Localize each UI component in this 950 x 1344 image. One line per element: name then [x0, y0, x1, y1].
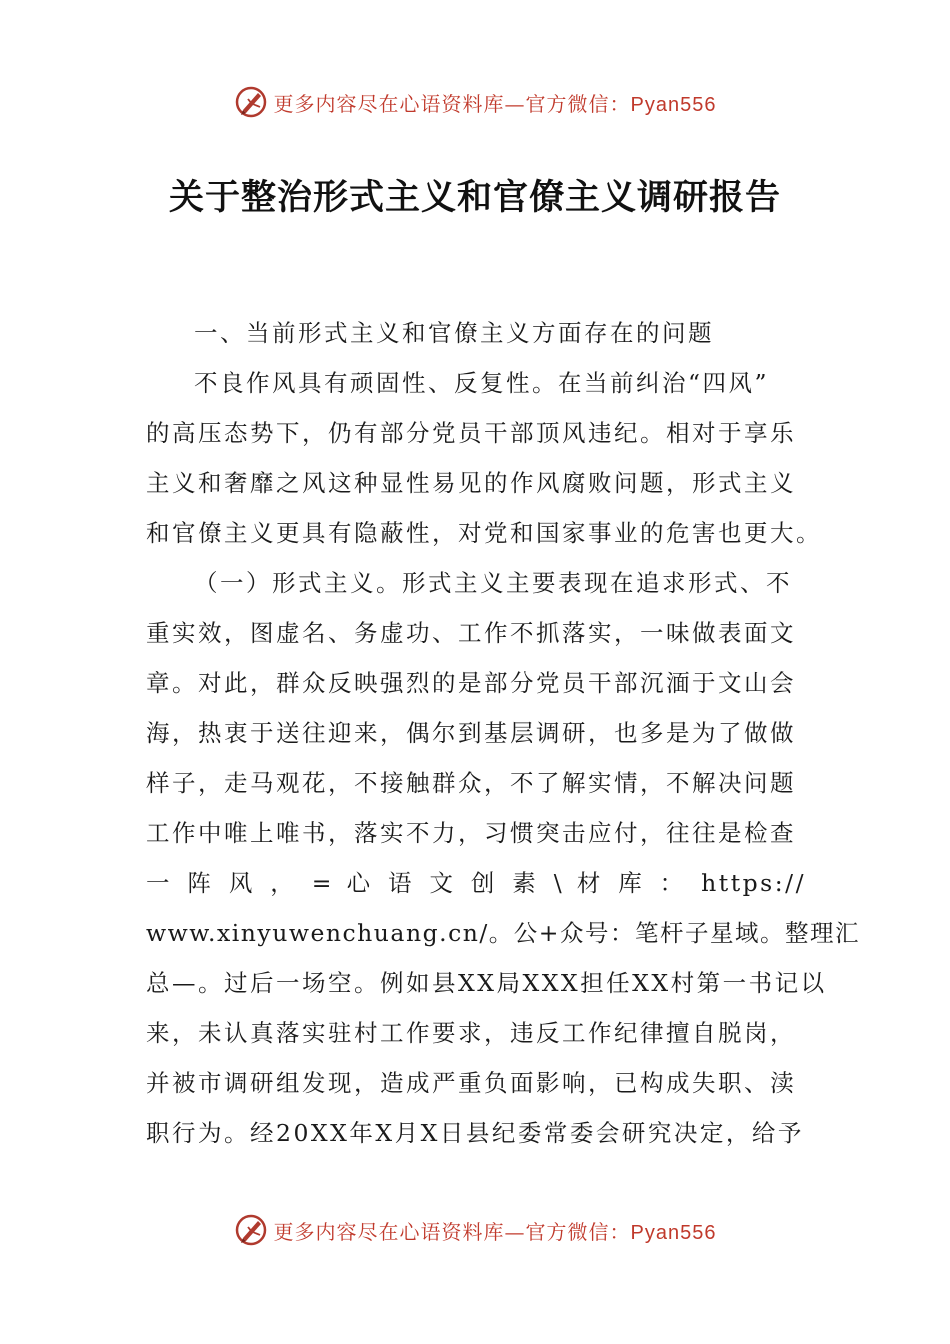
watermark-wechat-id: Pyan556: [630, 93, 717, 116]
pen-logo-icon: [234, 1213, 268, 1247]
paragraph-line: 的高压态势下，仍有部分党员干部顶风违纪。相对于享乐: [146, 419, 796, 447]
paragraph-line: 工作中唯上唯书，落实不力，习惯突击应付，往往是检查: [146, 819, 796, 847]
paragraph-line: 来，未认真落实驻村工作要求，违反工作纪律擅自脱岗，: [146, 1019, 796, 1047]
header-watermark: [0, 82, 950, 122]
paragraph-line: 职行为。经20XX年X月X日县纪委常委会研究决定，给予: [146, 1119, 804, 1147]
paragraph-line: 主义和奢靡之风这种显性易见的作风腐败问题，形式主义: [146, 469, 796, 497]
paragraph-line: 重实效，图虚名、务虚功、工作不抓落实，一味做表面文: [146, 619, 796, 647]
footer-watermark: [0, 1210, 950, 1250]
pen-logo-icon: [234, 85, 268, 119]
paragraph-line: 样子，走马观花，不接触群众，不了解实情，不解决问题: [146, 769, 796, 797]
paragraph-line: 章。对此，群众反映强烈的是部分党员干部沉湎于文山会: [146, 669, 796, 697]
paragraph-line: 和官僚主义更具有隐蔽性，对党和国家事业的危害也更大。: [146, 519, 822, 547]
watermark-wechat-id: Pyan556: [630, 1221, 717, 1244]
document-title: 关于整治形式主义和官僚主义调研报告: [168, 178, 781, 218]
document-body: [146, 308, 860, 1158]
watermark-text: [274, 88, 717, 117]
paragraph-line: 不良作风具有顽固性、反复性。在当前纠治“四风”: [194, 369, 770, 397]
paragraph-line: （一）形式主义。形式主义主要表现在追求形式、不: [194, 569, 792, 597]
paragraph-line: 并被市调研组发现，造成严重负面影响，已构成失职、渎: [146, 1069, 796, 1097]
watermark-label: 更多内容尽在心语资料库—官方微信：: [273, 91, 631, 116]
section-heading: 一、当前形式主义和官僚主义方面存在的问题: [194, 319, 714, 347]
watermark-text: [274, 1216, 717, 1245]
paragraph-line: 海，热衷于送往迎来，偶尔到基层调研，也多是为了做做: [146, 719, 796, 747]
paragraph-line: 总—。过后一场空。例如县XX局XXX担任XX村第一书记以: [146, 969, 827, 997]
paragraph-line: 一 阵 风 ， = 心 语 文 创 素 \ 材 库 ： https://: [146, 869, 806, 897]
watermark-label: 更多内容尽在心语资料库—官方微信：: [273, 1219, 631, 1244]
paragraph-line: www.xinyuwenchuang.cn/。公+众号：笔杆子星域。整理汇: [146, 919, 860, 947]
